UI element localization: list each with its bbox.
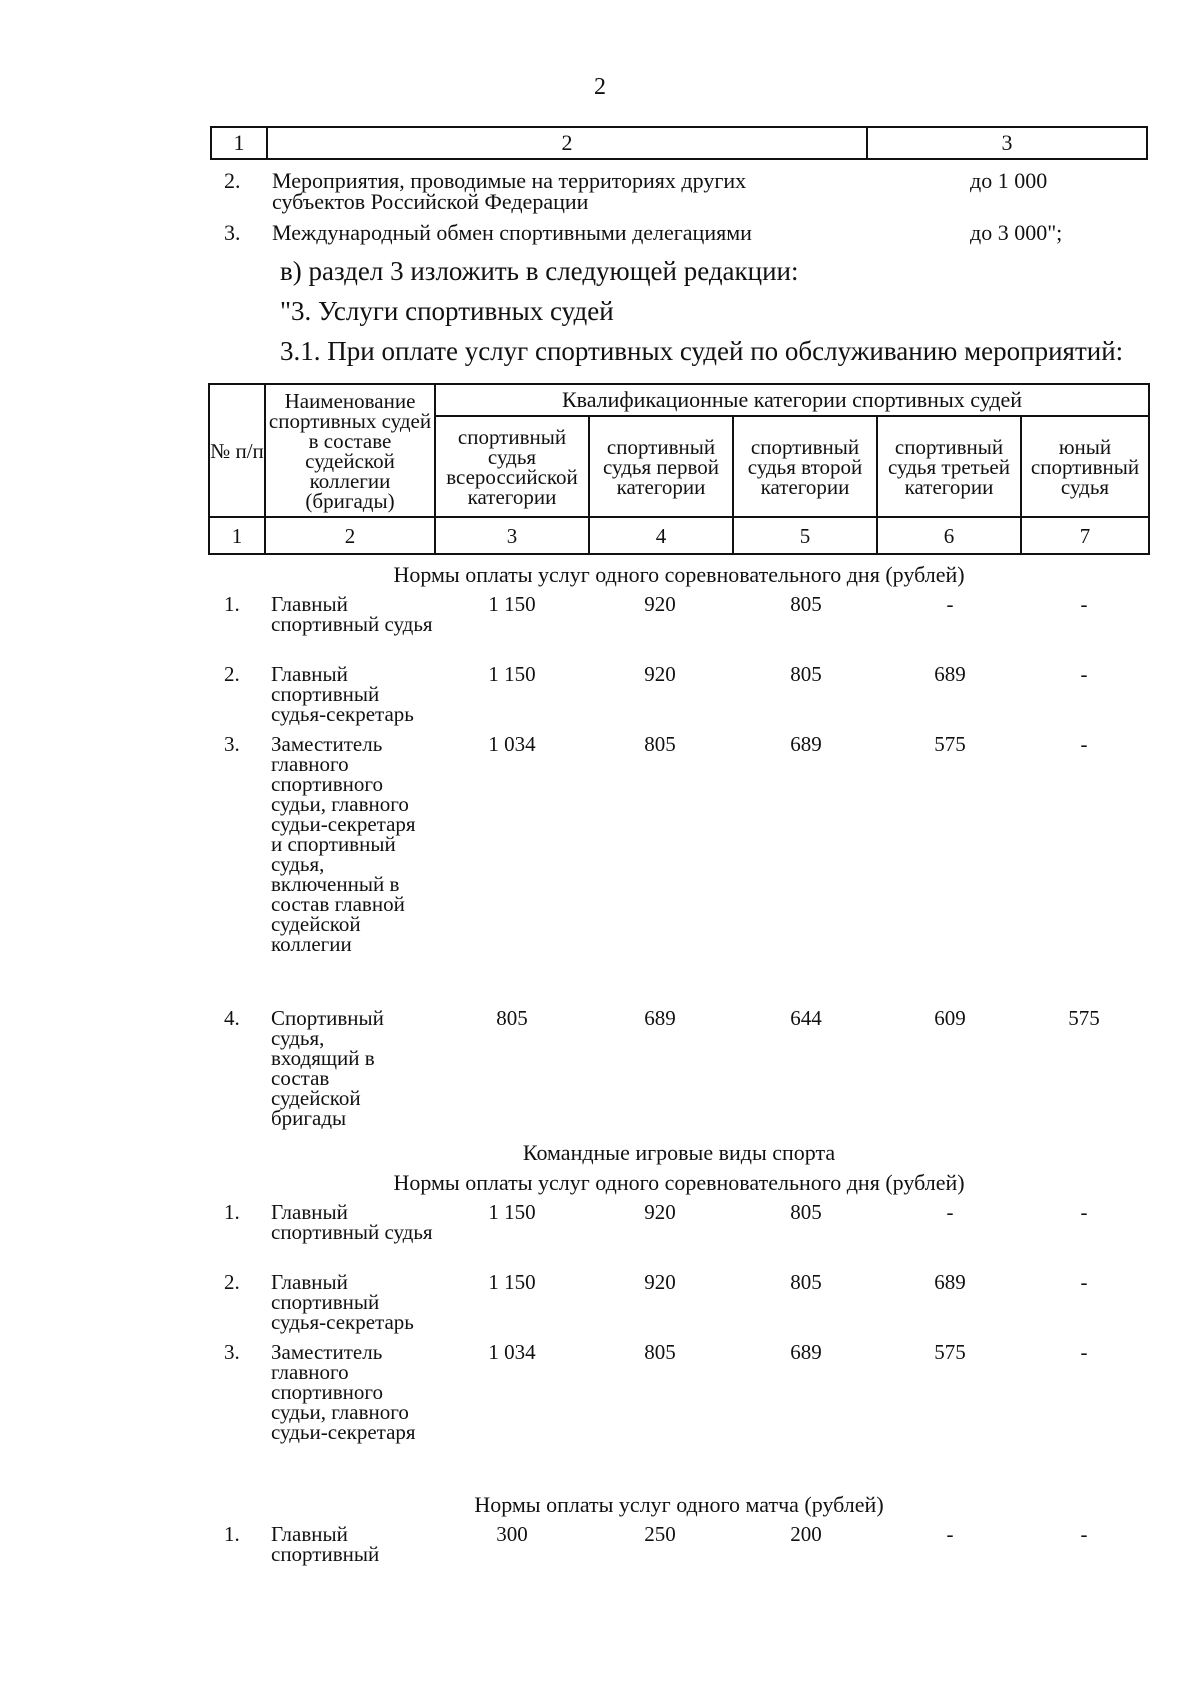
cell-cat-first: 920 [644, 662, 676, 686]
header-num-5: 5 [799, 523, 811, 548]
row-name: Мероприятия, проводимые на территориях других субъектов Российской Федерации [272, 168, 747, 214]
table1-header-col3: 3 [1001, 130, 1013, 155]
cell-cat-junior: - [1080, 1200, 1088, 1224]
cell-cat-first: 920 [644, 592, 676, 616]
row-name: Заместитель главного спортивного судьи, главного судьи-секретаря и спортивный судья, включенный в состав главной судейской коллегии [271, 732, 416, 956]
row-name: Главный спортивный [271, 1522, 380, 1566]
cell-cat-third: - [946, 1200, 954, 1224]
cell-cat-first: 689 [644, 1006, 676, 1030]
cell-cat-second: 200 [790, 1522, 822, 1546]
section2-title: Нормы оплаты услуг одного соревновательного дня (рублей) [393, 1170, 965, 1195]
section1-title: Нормы оплаты услуг одного соревновательного дня (рублей) [393, 562, 965, 587]
cell-cat-third: - [946, 1522, 954, 1546]
cell-cat-third: - [946, 592, 954, 616]
cell-cat-all-russian: 1 150 [488, 1200, 536, 1224]
cell-cat-all-russian: 300 [496, 1522, 528, 1546]
row-name: Главный спортивный судья-секретарь [271, 662, 414, 726]
cell-cat-all-russian: 1 034 [488, 732, 536, 756]
cell-cat-third: 689 [934, 662, 966, 686]
cell-cat-all-russian: 1 150 [488, 1270, 536, 1294]
cell-cat-first: 920 [644, 1200, 676, 1224]
cell-cat-second: 644 [790, 1006, 822, 1030]
cell-cat-second: 689 [790, 1340, 822, 1364]
cell-cat-second: 805 [790, 662, 822, 686]
header-num-6: 6 [943, 523, 955, 548]
paragraph-clause-3-1: 3.1. При оплате услуг спортивных судей по обслуживанию мероприятий: [280, 336, 1124, 366]
cell-cat-second: 689 [790, 732, 822, 756]
row-name: Главный спортивный судья-секретарь [271, 1270, 414, 1334]
row-number: 3. [224, 732, 240, 756]
row-name: Международный обмен спортивными делегациями [272, 220, 752, 245]
row-value: до 1 000 [970, 168, 1048, 193]
page-number: 2 [594, 74, 606, 100]
table1-header-col2: 2 [268, 128, 868, 158]
cell-cat-first: 805 [644, 732, 676, 756]
cell-cat-first: 250 [644, 1522, 676, 1546]
cell-cat-first: 920 [644, 1270, 676, 1294]
header-cat-junior: юный спортивный судья [1030, 434, 1140, 499]
section3-title: Нормы оплаты услуг одного матча (рублей) [474, 1492, 884, 1517]
header-num-1: 1 [231, 523, 243, 548]
row-number: 3. [224, 220, 241, 245]
cell-cat-junior: - [1080, 1522, 1088, 1546]
cell-cat-all-russian: 1 150 [488, 592, 536, 616]
header-col-number: № п/п [210, 438, 264, 463]
row-number: 1. [224, 1200, 240, 1224]
row-number: 4. [224, 1006, 240, 1030]
cell-cat-second: 805 [790, 1200, 822, 1224]
header-group-categories: Квалификационные категории спортивных судей [561, 387, 1023, 412]
table1-header [210, 126, 1148, 160]
cell-cat-junior: 575 [1068, 1006, 1100, 1030]
table1-header-col1: 1 [212, 128, 268, 158]
header-num-7: 7 [1079, 523, 1091, 548]
row-name: Главный спортивный судья [271, 1200, 433, 1244]
cell-cat-junior: - [1080, 1270, 1088, 1294]
row-name: Главный спортивный судья [271, 592, 433, 636]
cell-cat-first: 805 [644, 1340, 676, 1364]
cell-cat-all-russian: 1 150 [488, 662, 536, 686]
header-num-3: 3 [506, 523, 518, 548]
row-number: 1. [224, 1522, 240, 1546]
cell-cat-third: 575 [934, 732, 966, 756]
paragraph-section-edit: в) раздел 3 изложить в следующей редакции: [280, 256, 799, 286]
cell-cat-third: 575 [934, 1340, 966, 1364]
table2-header [208, 383, 1150, 555]
paragraph-section-title: "3. Услуги спортивных судей [280, 296, 614, 326]
row-name: Спортивный судья, входящий в состав судейской бригады [271, 1006, 384, 1130]
cell-cat-junior: - [1080, 732, 1088, 756]
cell-cat-junior: - [1080, 662, 1088, 686]
cell-cat-second: 805 [790, 1270, 822, 1294]
row-number: 3. [224, 1340, 240, 1364]
section2-heading: Командные игровые виды спорта [522, 1140, 836, 1165]
row-number: 2. [224, 168, 241, 193]
cell-cat-third: 689 [934, 1270, 966, 1294]
row-number: 2. [224, 662, 240, 686]
row-number: 2. [224, 1270, 240, 1294]
row-number: 1. [224, 592, 240, 616]
header-cat-all-russian: спортивный судья всероссийской категории [446, 424, 578, 509]
row-name: Заместитель главного спортивного судьи, главного судьи-секретаря [271, 1340, 416, 1444]
header-cat-first: спортивный судья первой категории [603, 434, 719, 499]
cell-cat-second: 805 [790, 592, 822, 616]
header-num-2: 2 [344, 523, 356, 548]
cell-cat-third: 609 [934, 1006, 966, 1030]
cell-cat-all-russian: 1 034 [488, 1340, 536, 1364]
header-col-name: Наименование спортивных судей в составе судейской коллегии (бригады) [268, 388, 432, 513]
cell-cat-junior: - [1080, 1340, 1088, 1364]
cell-cat-junior: - [1080, 592, 1088, 616]
header-cat-third: спортивный судья третьей категории [888, 434, 1010, 499]
header-cat-second: спортивный судья второй категории [747, 434, 863, 499]
row-value: до 3 000"; [970, 220, 1063, 245]
header-num-4: 4 [655, 523, 667, 548]
cell-cat-all-russian: 805 [496, 1006, 528, 1030]
